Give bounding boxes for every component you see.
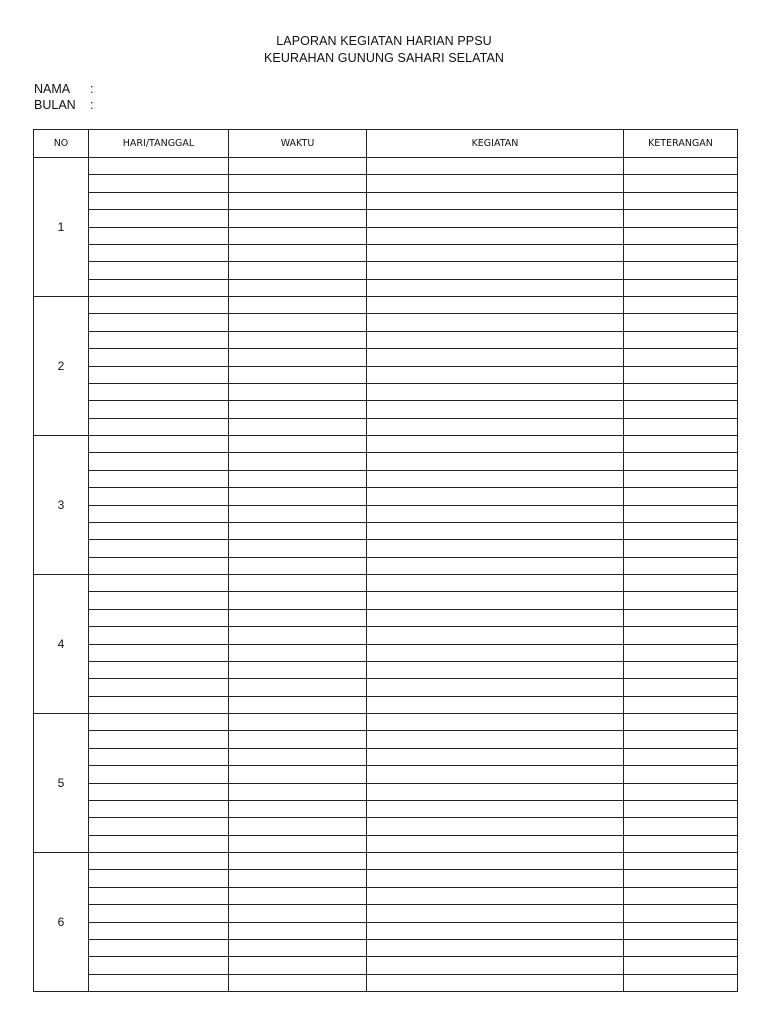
table-body	[34, 158, 738, 992]
keterangan-cell[interactable]	[624, 853, 738, 870]
kegiatan-cell[interactable]	[367, 331, 624, 348]
table-row	[34, 192, 738, 209]
waktu-cell[interactable]	[229, 175, 367, 192]
kegiatan-cell[interactable]	[367, 627, 624, 644]
keterangan-cell[interactable]	[624, 922, 738, 939]
hari-tanggal-cell[interactable]	[89, 331, 229, 348]
waktu-cell[interactable]	[229, 210, 367, 227]
waktu-cell[interactable]	[229, 800, 367, 817]
kegiatan-cell[interactable]	[367, 644, 624, 661]
keterangan-cell[interactable]	[624, 835, 738, 852]
table-row	[34, 714, 738, 731]
kegiatan-cell[interactable]	[367, 575, 624, 592]
waktu-cell[interactable]	[229, 922, 367, 939]
keterangan-cell[interactable]	[624, 627, 738, 644]
hari-tanggal-cell[interactable]	[89, 470, 229, 487]
keterangan-cell[interactable]	[624, 800, 738, 817]
table-row	[34, 470, 738, 487]
kegiatan-cell[interactable]	[367, 175, 624, 192]
hari-tanggal-cell[interactable]	[89, 540, 229, 557]
keterangan-cell[interactable]	[624, 974, 738, 991]
waktu-cell[interactable]	[229, 696, 367, 713]
table-row	[34, 349, 738, 366]
nama-field	[34, 82, 93, 96]
keterangan-cell[interactable]	[624, 505, 738, 522]
keterangan-cell[interactable]	[624, 731, 738, 748]
waktu-cell[interactable]	[229, 870, 367, 887]
keterangan-cell[interactable]	[624, 488, 738, 505]
table-row	[34, 488, 738, 505]
hari-tanggal-cell[interactable]	[89, 453, 229, 470]
keterangan-cell[interactable]	[624, 887, 738, 904]
table-row	[34, 679, 738, 696]
waktu-cell[interactable]	[229, 279, 367, 296]
waktu-cell[interactable]	[229, 957, 367, 974]
column-header-no: NO	[34, 130, 89, 158]
keterangan-cell[interactable]	[624, 262, 738, 279]
kegiatan-cell[interactable]	[367, 349, 624, 366]
keterangan-cell[interactable]	[624, 192, 738, 209]
hari-tanggal-cell[interactable]	[89, 974, 229, 991]
kegiatan-cell[interactable]	[367, 887, 624, 904]
keterangan-cell[interactable]	[624, 957, 738, 974]
table-row	[34, 401, 738, 418]
waktu-cell[interactable]	[229, 297, 367, 314]
kegiatan-cell[interactable]	[367, 505, 624, 522]
table-row	[34, 297, 738, 314]
bulan-colon: :	[90, 98, 94, 112]
hari-tanggal-cell[interactable]	[89, 661, 229, 678]
waktu-cell[interactable]	[229, 609, 367, 626]
kegiatan-cell[interactable]	[367, 853, 624, 870]
kegiatan-cell[interactable]	[367, 314, 624, 331]
keterangan-cell[interactable]	[624, 575, 738, 592]
keterangan-cell[interactable]	[624, 644, 738, 661]
kegiatan-cell[interactable]	[367, 679, 624, 696]
table-row	[34, 818, 738, 835]
table-row	[34, 557, 738, 574]
kegiatan-cell[interactable]	[367, 227, 624, 244]
hari-tanggal-cell[interactable]	[89, 696, 229, 713]
kegiatan-cell[interactable]	[367, 418, 624, 435]
table-row	[34, 314, 738, 331]
table-row	[34, 887, 738, 904]
waktu-cell[interactable]	[229, 644, 367, 661]
hari-tanggal-cell[interactable]	[89, 297, 229, 314]
table-row	[34, 783, 738, 800]
hari-tanggal-cell[interactable]	[89, 731, 229, 748]
hari-tanggal-cell[interactable]	[89, 609, 229, 626]
waktu-cell[interactable]	[229, 766, 367, 783]
table-row	[34, 748, 738, 765]
keterangan-cell[interactable]	[624, 540, 738, 557]
waktu-cell[interactable]	[229, 244, 367, 261]
kegiatan-cell[interactable]	[367, 540, 624, 557]
waktu-cell[interactable]	[229, 505, 367, 522]
keterangan-cell[interactable]	[624, 227, 738, 244]
kegiatan-cell[interactable]	[367, 453, 624, 470]
kegiatan-cell[interactable]	[367, 158, 624, 175]
hari-tanggal-cell[interactable]	[89, 158, 229, 175]
kegiatan-cell[interactable]	[367, 366, 624, 383]
hari-tanggal-cell[interactable]	[89, 557, 229, 574]
hari-tanggal-cell[interactable]	[89, 853, 229, 870]
column-header-keterangan: KETERANGAN	[624, 130, 738, 158]
keterangan-cell[interactable]	[624, 453, 738, 470]
keterangan-cell[interactable]	[624, 679, 738, 696]
group-number-cell: 3	[34, 436, 89, 575]
keterangan-cell[interactable]	[624, 783, 738, 800]
hari-tanggal-cell[interactable]	[89, 279, 229, 296]
waktu-cell[interactable]	[229, 366, 367, 383]
keterangan-cell[interactable]	[624, 279, 738, 296]
keterangan-cell[interactable]	[624, 748, 738, 765]
table-row	[34, 244, 738, 261]
hari-tanggal-cell[interactable]	[89, 592, 229, 609]
hari-tanggal-cell[interactable]	[89, 262, 229, 279]
table-row	[34, 800, 738, 817]
hari-tanggal-cell[interactable]	[89, 522, 229, 539]
table-row	[34, 853, 738, 870]
keterangan-cell[interactable]	[624, 522, 738, 539]
waktu-cell[interactable]	[229, 349, 367, 366]
waktu-cell[interactable]	[229, 401, 367, 418]
waktu-cell[interactable]	[229, 661, 367, 678]
table-row	[34, 175, 738, 192]
waktu-cell[interactable]	[229, 453, 367, 470]
waktu-cell[interactable]	[229, 436, 367, 453]
kegiatan-cell[interactable]	[367, 279, 624, 296]
hari-tanggal-cell[interactable]	[89, 679, 229, 696]
waktu-cell[interactable]	[229, 488, 367, 505]
table-row	[34, 974, 738, 991]
hari-tanggal-cell[interactable]	[89, 939, 229, 956]
kegiatan-cell[interactable]	[367, 800, 624, 817]
hari-tanggal-cell[interactable]	[89, 366, 229, 383]
waktu-cell[interactable]	[229, 905, 367, 922]
table-row	[34, 210, 738, 227]
table-row	[34, 575, 738, 592]
hari-tanggal-cell[interactable]	[89, 210, 229, 227]
bulan-field	[34, 98, 93, 112]
table-row	[34, 766, 738, 783]
keterangan-cell[interactable]	[624, 349, 738, 366]
kegiatan-cell[interactable]	[367, 957, 624, 974]
hari-tanggal-cell[interactable]	[89, 922, 229, 939]
table-row	[34, 331, 738, 348]
nama-colon: :	[90, 82, 94, 96]
hari-tanggal-cell[interactable]	[89, 436, 229, 453]
keterangan-cell[interactable]	[624, 418, 738, 435]
waktu-cell[interactable]	[229, 314, 367, 331]
group-number-cell: 4	[34, 575, 89, 714]
keterangan-cell[interactable]	[624, 383, 738, 400]
keterangan-cell[interactable]	[624, 158, 738, 175]
keterangan-cell[interactable]	[624, 870, 738, 887]
hari-tanggal-cell[interactable]	[89, 349, 229, 366]
keterangan-cell[interactable]	[624, 661, 738, 678]
keterangan-cell[interactable]	[624, 436, 738, 453]
keterangan-cell[interactable]	[624, 818, 738, 835]
table-row	[34, 696, 738, 713]
waktu-cell[interactable]	[229, 262, 367, 279]
group-number-cell: 5	[34, 714, 89, 853]
kegiatan-cell[interactable]	[367, 905, 624, 922]
kegiatan-cell[interactable]	[367, 592, 624, 609]
hari-tanggal-cell[interactable]	[89, 957, 229, 974]
hari-tanggal-cell[interactable]	[89, 748, 229, 765]
table-row	[34, 453, 738, 470]
hari-tanggal-cell[interactable]	[89, 800, 229, 817]
report-title: LAPORAN KEGIATAN HARIAN PPSU	[276, 34, 492, 48]
table-header-row	[34, 130, 738, 158]
waktu-cell[interactable]	[229, 418, 367, 435]
table-row	[34, 540, 738, 557]
hari-tanggal-cell[interactable]	[89, 905, 229, 922]
keterangan-cell[interactable]	[624, 244, 738, 261]
waktu-cell[interactable]	[229, 470, 367, 487]
hari-tanggal-cell[interactable]	[89, 835, 229, 852]
table-row	[34, 262, 738, 279]
table-row	[34, 644, 738, 661]
activity-log-table	[33, 129, 738, 992]
kegiatan-cell[interactable]	[367, 835, 624, 852]
table-row	[34, 957, 738, 974]
waktu-cell[interactable]	[229, 192, 367, 209]
keterangan-cell[interactable]	[624, 592, 738, 609]
kegiatan-cell[interactable]	[367, 244, 624, 261]
hari-tanggal-cell[interactable]	[89, 870, 229, 887]
keterangan-cell[interactable]	[624, 331, 738, 348]
table-row	[34, 279, 738, 296]
keterangan-cell[interactable]	[624, 210, 738, 227]
table-row	[34, 905, 738, 922]
hari-tanggal-cell[interactable]	[89, 227, 229, 244]
kegiatan-cell[interactable]	[367, 731, 624, 748]
hari-tanggal-cell[interactable]	[89, 575, 229, 592]
keterangan-cell[interactable]	[624, 696, 738, 713]
kegiatan-cell[interactable]	[367, 818, 624, 835]
hari-tanggal-cell[interactable]	[89, 505, 229, 522]
hari-tanggal-cell[interactable]	[89, 887, 229, 904]
table-row	[34, 731, 738, 748]
keterangan-cell[interactable]	[624, 314, 738, 331]
table-row	[34, 609, 738, 626]
bulan-label: BULAN	[34, 98, 76, 112]
kegiatan-cell[interactable]	[367, 192, 624, 209]
waktu-cell[interactable]	[229, 158, 367, 175]
waktu-cell[interactable]	[229, 331, 367, 348]
hari-tanggal-cell[interactable]	[89, 418, 229, 435]
kegiatan-cell[interactable]	[367, 297, 624, 314]
nama-label: NAMA	[34, 82, 71, 96]
keterangan-cell[interactable]	[624, 470, 738, 487]
table-row	[34, 383, 738, 400]
kegiatan-cell[interactable]	[367, 783, 624, 800]
waktu-cell[interactable]	[229, 731, 367, 748]
kegiatan-cell[interactable]	[367, 470, 624, 487]
table-row	[34, 835, 738, 852]
waktu-cell[interactable]	[229, 383, 367, 400]
waktu-cell[interactable]	[229, 540, 367, 557]
keterangan-cell[interactable]	[624, 297, 738, 314]
kegiatan-cell[interactable]	[367, 939, 624, 956]
waktu-cell[interactable]	[229, 575, 367, 592]
hari-tanggal-cell[interactable]	[89, 644, 229, 661]
keterangan-cell[interactable]	[624, 939, 738, 956]
table-row	[34, 870, 738, 887]
table-row	[34, 522, 738, 539]
table-row	[34, 592, 738, 609]
column-header-kegiatan: KEGIATAN	[367, 130, 624, 158]
column-header-hari-tanggal: HARI/TANGGAL	[89, 130, 229, 158]
keterangan-cell[interactable]	[624, 714, 738, 731]
waktu-cell[interactable]	[229, 939, 367, 956]
report-subtitle: KEURAHAN GUNUNG SAHARI SELATAN	[263, 51, 505, 65]
waktu-cell[interactable]	[229, 748, 367, 765]
hari-tanggal-cell[interactable]	[89, 627, 229, 644]
waktu-cell[interactable]	[229, 714, 367, 731]
kegiatan-cell[interactable]	[367, 766, 624, 783]
keterangan-cell[interactable]	[624, 366, 738, 383]
waktu-cell[interactable]	[229, 679, 367, 696]
keterangan-cell[interactable]	[624, 905, 738, 922]
waktu-cell[interactable]	[229, 974, 367, 991]
hari-tanggal-cell[interactable]	[89, 244, 229, 261]
table-row	[34, 627, 738, 644]
kegiatan-cell[interactable]	[367, 262, 624, 279]
keterangan-cell[interactable]	[624, 175, 738, 192]
kegiatan-cell[interactable]	[367, 661, 624, 678]
waktu-cell[interactable]	[229, 818, 367, 835]
kegiatan-cell[interactable]	[367, 557, 624, 574]
kegiatan-cell[interactable]	[367, 522, 624, 539]
kegiatan-cell[interactable]	[367, 383, 624, 400]
waktu-cell[interactable]	[229, 627, 367, 644]
kegiatan-cell[interactable]	[367, 210, 624, 227]
keterangan-cell[interactable]	[624, 766, 738, 783]
hari-tanggal-cell[interactable]	[89, 783, 229, 800]
table-row	[34, 227, 738, 244]
table-row	[34, 436, 738, 453]
waktu-cell[interactable]	[229, 835, 367, 852]
group-number-cell: 1	[34, 158, 89, 297]
hari-tanggal-cell[interactable]	[89, 314, 229, 331]
hari-tanggal-cell[interactable]	[89, 766, 229, 783]
kegiatan-cell[interactable]	[367, 974, 624, 991]
table-row	[34, 418, 738, 435]
hari-tanggal-cell[interactable]	[89, 714, 229, 731]
table-row	[34, 505, 738, 522]
table-row	[34, 366, 738, 383]
hari-tanggal-cell[interactable]	[89, 488, 229, 505]
kegiatan-cell[interactable]	[367, 696, 624, 713]
table-row	[34, 939, 738, 956]
keterangan-cell[interactable]	[624, 557, 738, 574]
group-number-cell: 2	[34, 297, 89, 436]
kegiatan-cell[interactable]	[367, 436, 624, 453]
table-row	[34, 922, 738, 939]
kegiatan-cell[interactable]	[367, 922, 624, 939]
keterangan-cell[interactable]	[624, 609, 738, 626]
kegiatan-cell[interactable]	[367, 401, 624, 418]
hari-tanggal-cell[interactable]	[89, 818, 229, 835]
waktu-cell[interactable]	[229, 227, 367, 244]
hari-tanggal-cell[interactable]	[89, 175, 229, 192]
hari-tanggal-cell[interactable]	[89, 383, 229, 400]
waktu-cell[interactable]	[229, 522, 367, 539]
column-header-waktu: WAKTU	[229, 130, 367, 158]
waktu-cell[interactable]	[229, 783, 367, 800]
waktu-cell[interactable]	[229, 592, 367, 609]
waktu-cell[interactable]	[229, 557, 367, 574]
hari-tanggal-cell[interactable]	[89, 401, 229, 418]
group-number-cell: 6	[34, 853, 89, 992]
kegiatan-cell[interactable]	[367, 488, 624, 505]
table-row	[34, 158, 738, 175]
hari-tanggal-cell[interactable]	[89, 192, 229, 209]
kegiatan-cell[interactable]	[367, 870, 624, 887]
kegiatan-cell[interactable]	[367, 609, 624, 626]
kegiatan-cell[interactable]	[367, 748, 624, 765]
table-row	[34, 661, 738, 678]
waktu-cell[interactable]	[229, 887, 367, 904]
waktu-cell[interactable]	[229, 853, 367, 870]
kegiatan-cell[interactable]	[367, 714, 624, 731]
keterangan-cell[interactable]	[624, 401, 738, 418]
